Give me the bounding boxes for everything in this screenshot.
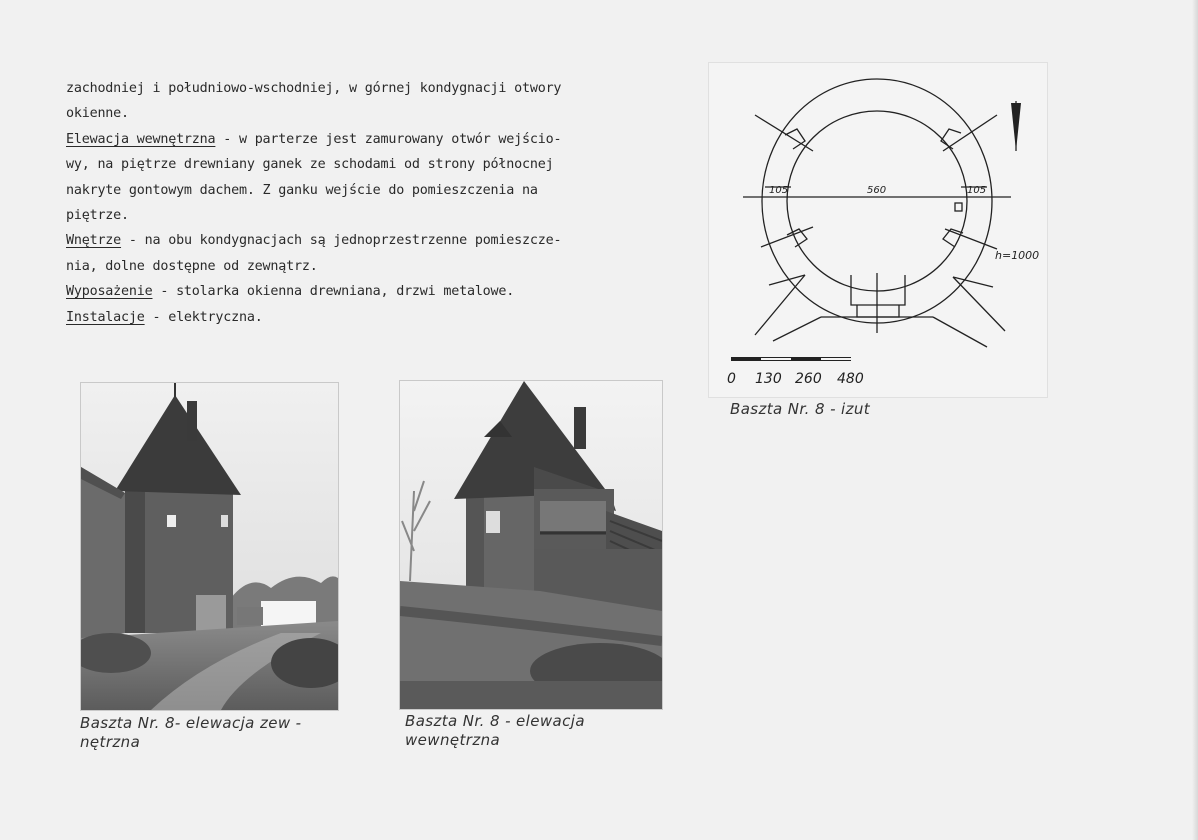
dim-left-label: 105 [769,185,789,196]
floor-plan-drawing [709,63,1047,397]
scale-label-0: 0 [727,371,736,387]
entrance-passage [851,275,905,305]
door-mark [955,203,962,211]
wall-right-upper [953,277,1005,331]
text-line: nakryte gontowym dachem. Z ganku wejście do pomieszczenia na [66,182,538,198]
tower-inner-wall [787,111,967,291]
wyposazenie-text: - stolarka okienna drewniana, drzwi metalowe. [152,284,515,300]
scale-bar-segment [821,358,851,360]
interior-photo [399,380,663,710]
text-line: piętrze. [66,208,129,224]
scale-label-2: 260 [795,371,822,387]
exterior-caption-line1: Baszta Nr. 8- elewacja zew - [80,714,302,732]
exterior-caption-line2: nętrzna [80,733,141,751]
scale-label-3: 480 [837,371,864,387]
entrance-step [857,305,899,317]
embrasure-nw [785,129,805,149]
height-label: h=1000 [995,249,1040,262]
text-line: wy, na piętrze drewniany ganek ze schodami od strony północnej [66,157,554,173]
wnetrze-text: - na obu kondygnacjach są jednoprzestrzenne pomieszcze- [121,233,562,249]
heading-elewacja: Elewacja wewnętrzna [66,131,216,147]
text-line: zachodniej i południowo-wschodniej, w górnej kondygnacji otwory [66,81,562,96]
text-line-wyposazenie [66,279,626,304]
north-arrow-head [1011,103,1021,151]
wall-left-lower [773,317,821,341]
interior-caption [405,712,635,750]
embrasure-axis [755,115,813,151]
plan-caption: Baszta Nr. 8 - izut [730,400,871,418]
exterior-photo-image [81,383,338,710]
scale-bar-segment [761,358,791,360]
exterior-caption [80,714,340,752]
text-line-wnetrze [66,228,626,253]
scale-label-1: 130 [755,371,782,387]
page-edge-shadow [1192,0,1198,840]
heading-instalacje: Instalacje [66,309,145,325]
text-line-elewacja [66,127,626,152]
wall-left-diagonal [755,275,805,335]
embrasure-sw [787,229,807,247]
wall-right-short [953,277,993,287]
typed-description [66,76,626,330]
text-line-instalacje [66,305,626,330]
instalacje-text: - elektryczna. [144,309,263,325]
interior-photo-image [400,381,662,709]
floor-plan-frame [708,62,1048,398]
interior-caption-line1: Baszta Nr. 8 - elewacja [405,712,585,730]
text-line: nia, dolne dostępne od zewnątrz. [66,258,318,274]
dim-right-label: 105 [967,185,987,196]
interior-caption-line2: wewnętrzna [405,731,501,749]
heading-wnetrze: Wnętrze [66,233,122,249]
heading-wyposazenie: Wyposażenie [66,284,153,300]
dim-center-label: 560 [867,185,887,196]
wall-right-lower [933,317,987,347]
text-line: okienne. [66,106,129,122]
exterior-photo [80,382,339,711]
embrasure-axis [943,115,997,151]
elewacja-text: - w parterze jest zamurowany otwór wejścio- [215,131,562,147]
